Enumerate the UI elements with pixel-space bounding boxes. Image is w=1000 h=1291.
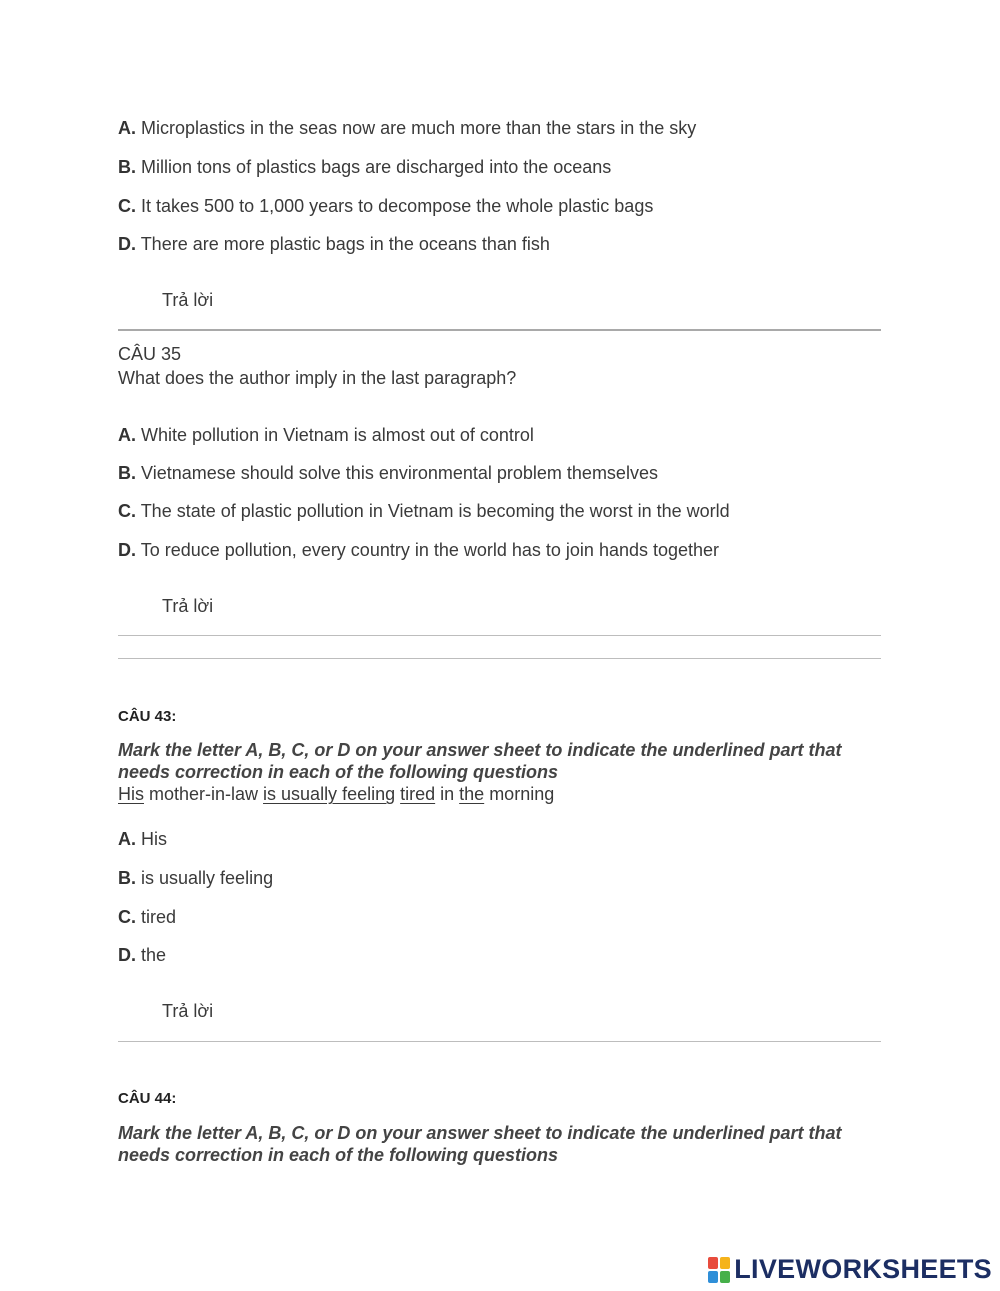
logo-mark-icon: [708, 1257, 730, 1283]
q43-label: CÂU 43:: [118, 708, 177, 725]
q35-option-c[interactable]: C. The state of plastic pollution in Vietnam is becoming the worst in the world: [118, 501, 730, 521]
logo-tile: [720, 1257, 730, 1269]
q44-instruction: Mark the letter A, B, C, or D on your answer sheet to indicate the underlined part that needs correction in each of the following questions: [118, 1123, 842, 1165]
q35-answer-link[interactable]: Trả lời: [162, 596, 214, 616]
underlined-part: is usually feeling: [263, 784, 396, 804]
underlined-part: tired: [400, 784, 436, 804]
underlined-part: His: [118, 784, 144, 804]
divider: [118, 635, 881, 636]
logo-tile: [708, 1271, 718, 1283]
logo-tile: [708, 1257, 718, 1269]
divider: [118, 658, 881, 659]
q43-option-b[interactable]: B. is usually feeling: [118, 868, 274, 888]
divider: [118, 1041, 881, 1042]
q43-sentence: His mother-in-law is usually feeling tired in the morning: [118, 784, 555, 804]
divider: [118, 329, 881, 331]
logo-tile: [720, 1271, 730, 1283]
underlined-part: the: [459, 784, 485, 804]
q43-answer-link[interactable]: Trả lời: [162, 1001, 214, 1021]
q34-option-c[interactable]: C. It takes 500 to 1,000 years to decompose the whole plastic bags: [118, 196, 654, 216]
q35-label: CÂU 35: [118, 344, 182, 364]
q35-option-d[interactable]: D. To reduce pollution, every country in the world has to join hands together: [118, 540, 720, 560]
q34-option-a[interactable]: A. Microplastics in the seas now are much more than the stars in the sky: [118, 118, 697, 138]
q34-option-d[interactable]: D. There are more plastic bags in the oceans than fish: [118, 234, 550, 254]
q43-option-d[interactable]: D. the: [118, 945, 167, 965]
q43-option-a[interactable]: A. His: [118, 829, 168, 849]
q34-answer-link[interactable]: Trả lời: [162, 290, 214, 310]
q44-label: CÂU 44:: [118, 1090, 177, 1107]
q43-instruction: Mark the letter A, B, C, or D on your answer sheet to indicate the underlined part that needs correction in each of the following questions: [118, 740, 842, 782]
q35-option-a[interactable]: A. White pollution in Vietnam is almost out of control: [118, 425, 534, 445]
q34-option-b[interactable]: B. Million tons of plastics bags are discharged into the oceans: [118, 157, 612, 177]
liveworksheets-logo: [708, 1254, 992, 1285]
q43-option-c[interactable]: C. tired: [118, 907, 177, 927]
q35-question: What does the author imply in the last paragraph?: [118, 368, 517, 388]
q35-option-b[interactable]: B. Vietnamese should solve this environmental problem themselves: [118, 463, 658, 483]
logo-text: LIVEWORKSHEETS: [734, 1254, 992, 1284]
